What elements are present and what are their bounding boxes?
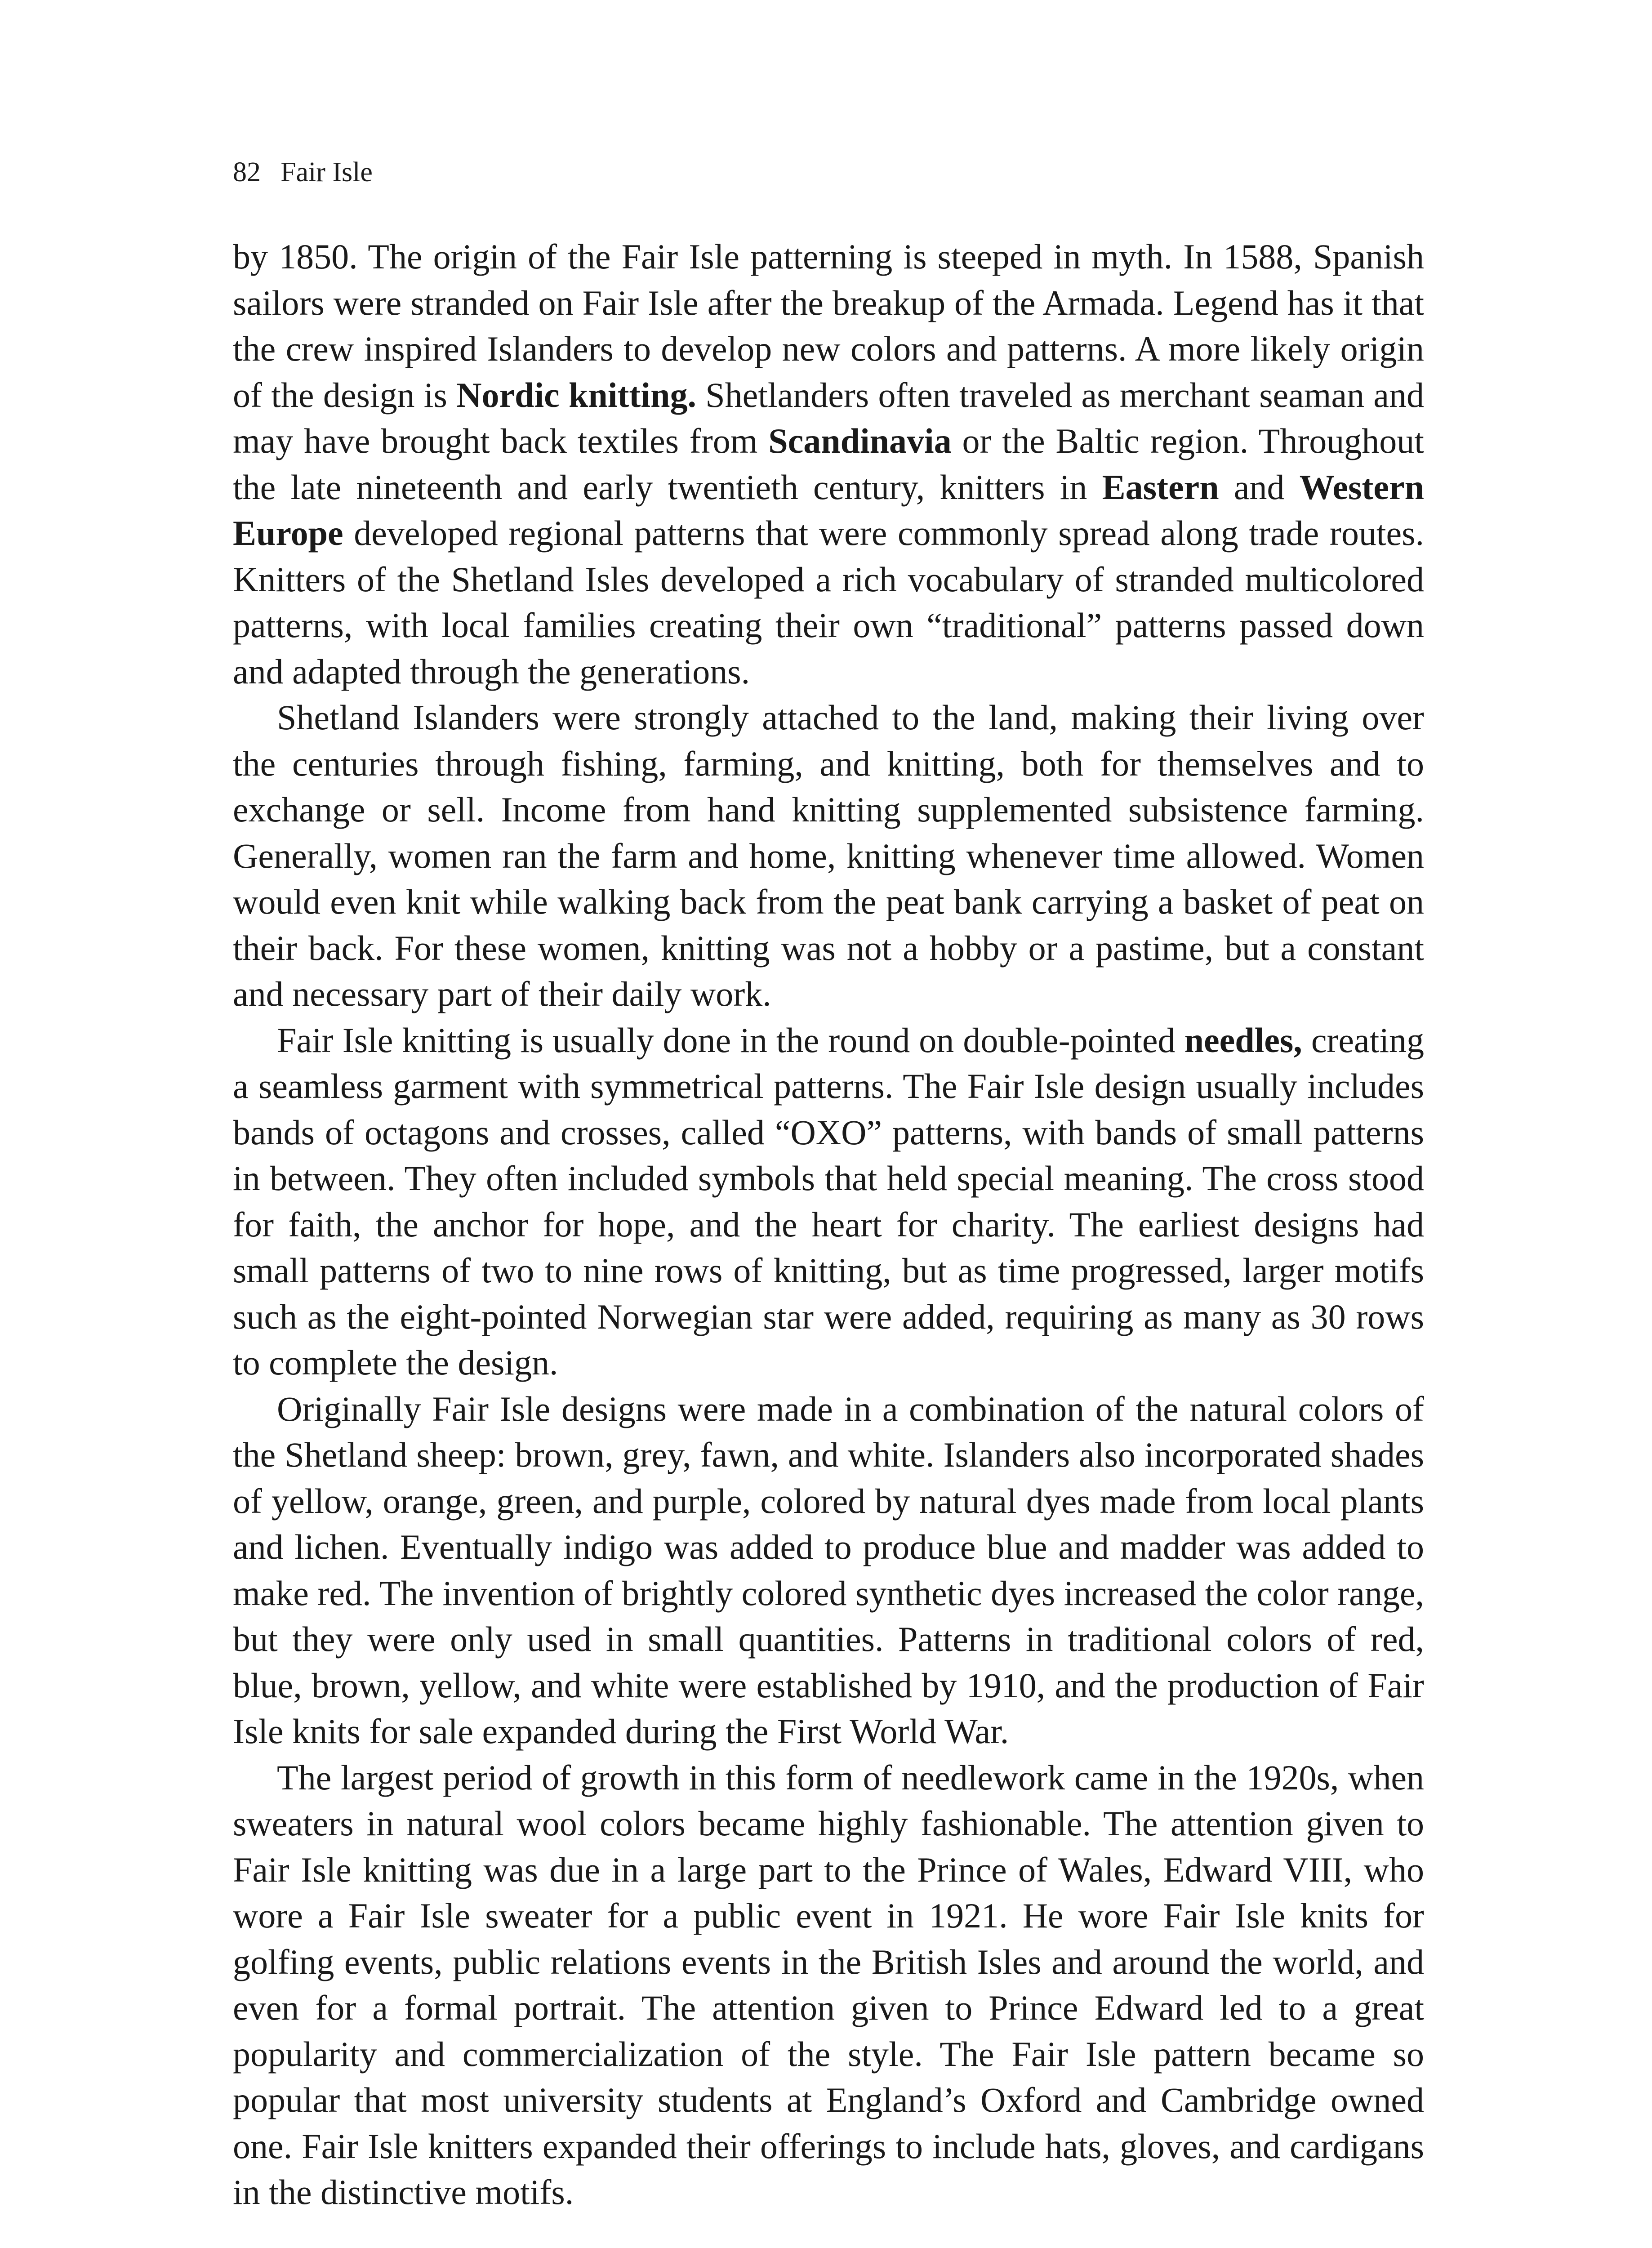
text-run: Fair Isle knitting is usually done in the round on double-pointed	[277, 1020, 1184, 1060]
text-run: Originally Fair Isle designs were made in a combination of the natural colors of the Shetland sheep: brown, grey, fawn, and white. Islanders also incorporated shades of yellow, orange, green, and purple, colored by natural dyes made from local plants and lichen. Eventually indigo was added to produce blue and madder was added to make red. The invention of brightly colored synthetic dyes increased the color range, but they were only used in small quantities. Patterns in traditional colors of red, blue, brown, yellow, and white were established by 1910, and the production of Fair Isle knits for sale expanded during the First World War.	[233, 1389, 1424, 1751]
text-run: developed regional patterns that were commonly spread along trade routes. Knitters of the Shetland Isles developed a rich vocabulary of stranded multicolored patterns, with local families creating their own “traditional” patterns passed down and adapted through the generations.	[233, 513, 1424, 691]
index-term: Nordic knitting.	[456, 375, 696, 415]
index-term: needles,	[1184, 1020, 1302, 1060]
body-text	[233, 234, 1424, 2216]
paragraph-5	[233, 1755, 1424, 2216]
text-run: by 1850. The origin of the Fair Isle patterning is steeped in myth. In 1588, Spanish sailors were stranded on Fair Isle after the breakup of the Armada. Legend has it that the crew inspired Islanders to develop new colors and patterns. A more likely origin of the design is	[233, 237, 1424, 415]
paragraph-2	[233, 695, 1424, 1017]
text-run: Shetland Islanders were strongly attached to the land, making their living over the centuries through fishing, farming, and knitting, both for themselves and to exchange or sell. Income from hand knitting supplemented subsistence farming. Generally, women ran the farm and home, knitting whenever time allowed. Women would even knit while walking back from the peat bank carrying a basket of peat on their back. For these women, knitting was not a hobby or a pastime, but a constant and necessary part of their daily work.	[233, 698, 1424, 1013]
paragraph-3	[233, 1017, 1424, 1386]
text-run: or the Baltic region. Throughout the late nineteenth and early twentieth century, knitters in	[233, 421, 1424, 507]
running-head	[233, 158, 373, 186]
page-number: 82	[233, 157, 261, 187]
index-term: Eastern	[1102, 467, 1219, 507]
index-term: Western Europe	[233, 467, 1424, 553]
paragraph-1	[233, 234, 1424, 695]
text-run: Shetlanders often traveled as merchant seaman and may have brought back textiles from	[233, 375, 1424, 460]
text-run: creating a seamless garment with symmetrical patterns. The Fair Isle design usually includes bands of octagons and crosses, called “OXO” patterns, with bands of small patterns in between. They often included symbols that held special meaning. The cross stood for faith, the anchor for hope, and the heart for charity. The earliest designs had small patterns of two to nine rows of knitting, but as time progressed, larger motifs such as the eight-pointed Norwegian star were added, requiring as many as 30 rows to complete the design.	[233, 1020, 1424, 1382]
index-term: Scandinavia	[768, 421, 952, 460]
running-title: Fair Isle	[281, 157, 373, 187]
paragraph-4	[233, 1386, 1424, 1755]
text-run: The largest period of growth in this form of needlework came in the 1920s, when sweaters in natural wool colors became highly fashionable. The attention given to Fair Isle knitting was due in a large part to the Prince of Wales, Edward VIII, who wore a Fair Isle sweater for a public event in 1921. He wore Fair Isle knits for golfing events, public relations events in the British Isles and around the world, and even for a formal portrait. The attention given to Prince Edward led to a great popularity and commercialization of the style. The Fair Isle pattern became so popular that most university students at England’s Oxford and Cambridge owned one. Fair Isle knitters expanded their offerings to include hats, gloves, and cardigans in the distinctive motifs.	[233, 1757, 1424, 2212]
text-run: and	[1219, 467, 1300, 507]
